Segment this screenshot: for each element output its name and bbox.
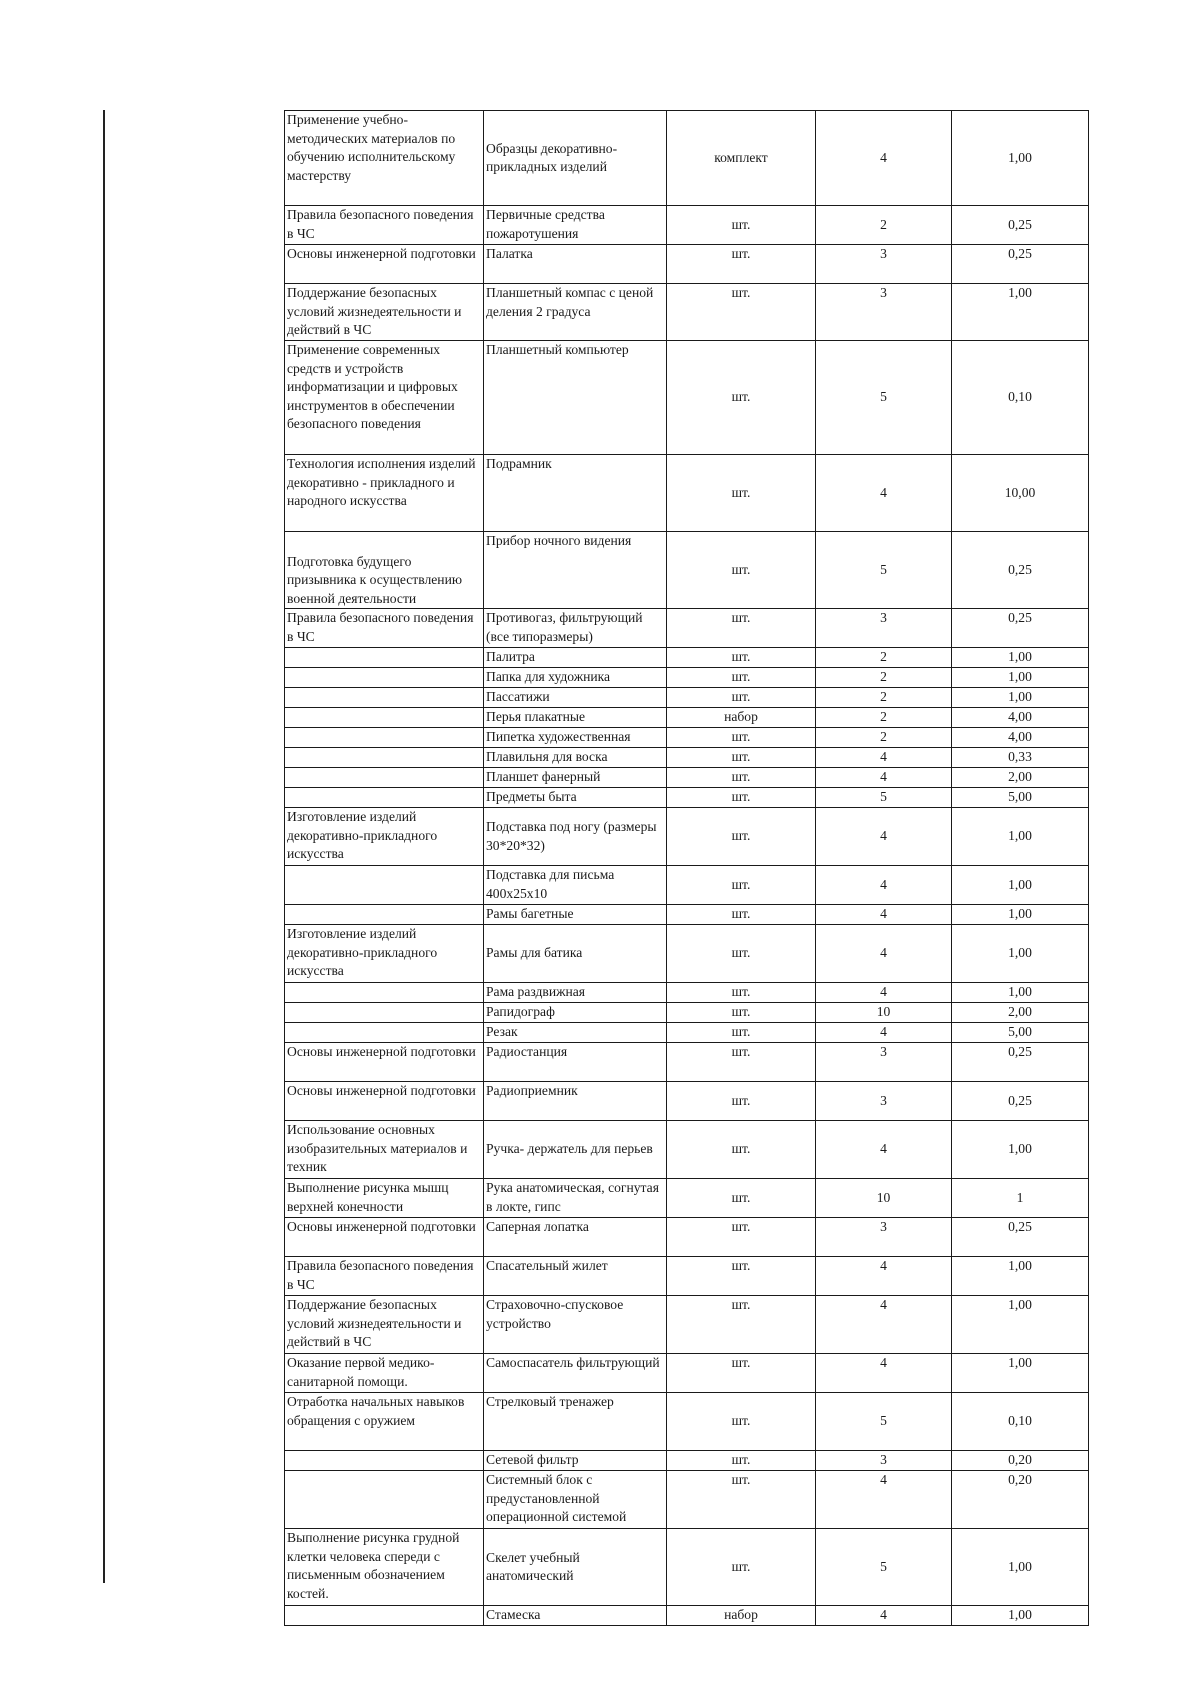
- cell-norm: 0,25: [952, 532, 1089, 609]
- cell-quantity: 4: [816, 983, 952, 1003]
- cell-norm: 5,00: [952, 788, 1089, 808]
- cell-unit: шт.: [667, 648, 816, 668]
- cell-topic: Основы инженерной подготовки: [285, 1043, 484, 1082]
- cell-item: Плавильня для воска: [484, 748, 667, 768]
- cell-unit: шт.: [667, 788, 816, 808]
- cell-unit: шт.: [667, 808, 816, 866]
- cell-norm: 4,00: [952, 708, 1089, 728]
- cell-quantity: 4: [816, 808, 952, 866]
- cell-norm: 0,10: [952, 341, 1089, 455]
- cell-unit: шт.: [667, 1218, 816, 1257]
- cell-topic: [285, 1471, 484, 1529]
- cell-unit: шт.: [667, 1296, 816, 1354]
- cell-topic: Изготовление изделий декоративно-прикладного искусства: [285, 925, 484, 983]
- cell-item: Пассатижи: [484, 688, 667, 708]
- cell-topic: Изготовление изделий декоративно-прикладного искусства: [285, 808, 484, 866]
- cell-quantity: 4: [816, 1023, 952, 1043]
- cell-topic: Основы инженерной подготовки: [285, 1218, 484, 1257]
- cell-topic: [285, 1451, 484, 1471]
- table-row: [285, 1179, 1089, 1218]
- table-row: [285, 1471, 1089, 1529]
- cell-item: Первичные средства пожаротушения: [484, 206, 667, 245]
- cell-norm: 0,33: [952, 748, 1089, 768]
- cell-item: Пипетка художественная: [484, 728, 667, 748]
- table-row: [285, 1003, 1089, 1023]
- cell-unit: шт.: [667, 206, 816, 245]
- cell-quantity: 4: [816, 748, 952, 768]
- table-row: [285, 648, 1089, 668]
- table-row: [285, 905, 1089, 925]
- cell-quantity: 4: [816, 1354, 952, 1393]
- cell-unit: шт.: [667, 1023, 816, 1043]
- table-row: [285, 111, 1089, 206]
- cell-quantity: 3: [816, 609, 952, 648]
- cell-norm: 0,25: [952, 206, 1089, 245]
- cell-unit: набор: [667, 1606, 816, 1626]
- cell-unit: шт.: [667, 1121, 816, 1179]
- cell-item: Перья плакатные: [484, 708, 667, 728]
- cell-item: Подставка под ногу (размеры 30*20*32): [484, 808, 667, 866]
- cell-unit: шт.: [667, 728, 816, 748]
- cell-unit: шт.: [667, 688, 816, 708]
- cell-norm: 1,00: [952, 925, 1089, 983]
- equipment-table: [284, 110, 1089, 1626]
- table-row: [285, 455, 1089, 532]
- cell-topic: [285, 905, 484, 925]
- cell-topic: [285, 748, 484, 768]
- cell-quantity: 5: [816, 1393, 952, 1451]
- cell-topic: [285, 768, 484, 788]
- cell-unit: шт.: [667, 284, 816, 341]
- cell-topic: Технология исполнения изделий декоративно - прикладного и народного искусства: [285, 455, 484, 532]
- cell-item: Радиоприемник: [484, 1082, 667, 1121]
- cell-unit: шт.: [667, 748, 816, 768]
- cell-item: Рама раздвижная: [484, 983, 667, 1003]
- cell-unit: шт.: [667, 532, 816, 609]
- cell-unit: шт.: [667, 668, 816, 688]
- cell-item: Рапидограф: [484, 1003, 667, 1023]
- cell-topic: [285, 983, 484, 1003]
- cell-quantity: 4: [816, 455, 952, 532]
- cell-unit: шт.: [667, 1451, 816, 1471]
- cell-topic: [285, 728, 484, 748]
- cell-norm: 0,20: [952, 1471, 1089, 1529]
- table-row: [285, 1082, 1089, 1121]
- cell-item: Противогаз, фильтрующий (все типоразмеры): [484, 609, 667, 648]
- cell-norm: 1,00: [952, 808, 1089, 866]
- cell-quantity: 3: [816, 284, 952, 341]
- cell-topic: Применение современных средств и устройств информатизации и цифровых инструментов в обеспечении безопасного поведения: [285, 341, 484, 455]
- cell-item: Рамы для батика: [484, 925, 667, 983]
- cell-item: Палатка: [484, 245, 667, 284]
- cell-topic: Подготовка будущего призывника к осуществлению военной деятельности: [285, 532, 484, 609]
- cell-topic: Отработка начальных навыков обращения с оружием: [285, 1393, 484, 1451]
- cell-quantity: 5: [816, 532, 952, 609]
- cell-unit: шт.: [667, 1043, 816, 1082]
- cell-topic: [285, 866, 484, 905]
- cell-unit: шт.: [667, 1393, 816, 1451]
- table-row: [285, 866, 1089, 905]
- cell-unit: шт.: [667, 609, 816, 648]
- table-row: [285, 206, 1089, 245]
- cell-topic: Выполнение рисунка грудной клетки человека спереди с письменным обозначением костей.: [285, 1529, 484, 1606]
- cell-norm: 5,00: [952, 1023, 1089, 1043]
- cell-unit: шт.: [667, 925, 816, 983]
- cell-topic: Выполнение рисунка мышц верхней конечности: [285, 1179, 484, 1218]
- cell-norm: 1,00: [952, 1296, 1089, 1354]
- cell-topic: Правила безопасного поведения в ЧС: [285, 206, 484, 245]
- cell-quantity: 4: [816, 768, 952, 788]
- cell-quantity: 3: [816, 245, 952, 284]
- table-row: [285, 1606, 1089, 1626]
- cell-topic: Поддержание безопасных условий жизнедеятельности и действий в ЧС: [285, 1296, 484, 1354]
- cell-norm: 1,00: [952, 1121, 1089, 1179]
- cell-quantity: 4: [816, 1606, 952, 1626]
- cell-item: Рука анатомическая, согнутая в локте, гипс: [484, 1179, 667, 1218]
- table-row: [285, 245, 1089, 284]
- table-row: [285, 1296, 1089, 1354]
- table-row: [285, 532, 1089, 609]
- cell-quantity: 5: [816, 1529, 952, 1606]
- cell-topic: [285, 1023, 484, 1043]
- table-row: [285, 1023, 1089, 1043]
- cell-item: Рамы багетные: [484, 905, 667, 925]
- cell-item: Радиостанция: [484, 1043, 667, 1082]
- cell-norm: 1,00: [952, 1257, 1089, 1296]
- table-row: [285, 748, 1089, 768]
- table-row: [285, 768, 1089, 788]
- cell-quantity: 2: [816, 206, 952, 245]
- cell-norm: 0,25: [952, 1218, 1089, 1257]
- table-row: [285, 1393, 1089, 1451]
- cell-item: Спасательный жилет: [484, 1257, 667, 1296]
- cell-quantity: 4: [816, 111, 952, 206]
- cell-norm: 1,00: [952, 866, 1089, 905]
- cell-unit: шт.: [667, 1354, 816, 1393]
- table-row: [285, 688, 1089, 708]
- table-row: [285, 788, 1089, 808]
- cell-item: Палитра: [484, 648, 667, 668]
- table-row: [285, 284, 1089, 341]
- cell-norm: 0,25: [952, 1082, 1089, 1121]
- table-row: [285, 1451, 1089, 1471]
- cell-topic: [285, 688, 484, 708]
- cell-norm: 1,00: [952, 1606, 1089, 1626]
- cell-norm: 1,00: [952, 284, 1089, 341]
- cell-unit: шт.: [667, 1179, 816, 1218]
- cell-unit: шт.: [667, 341, 816, 455]
- table-row: [285, 983, 1089, 1003]
- cell-topic: Поддержание безопасных условий жизнедеятельности и действий в ЧС: [285, 284, 484, 341]
- cell-quantity: 4: [816, 905, 952, 925]
- cell-quantity: 2: [816, 648, 952, 668]
- table-row: [285, 609, 1089, 648]
- cell-unit: шт.: [667, 866, 816, 905]
- cell-item: Образцы декоративно-прикладных изделий: [484, 111, 667, 206]
- cell-unit: шт.: [667, 983, 816, 1003]
- cell-item: Прибор ночного видения: [484, 532, 667, 609]
- cell-unit: шт.: [667, 1003, 816, 1023]
- cell-topic: Оказание первой медико-санитарной помощи.: [285, 1354, 484, 1393]
- cell-topic: [285, 668, 484, 688]
- cell-quantity: 3: [816, 1082, 952, 1121]
- cell-item: Ручка- держатель для перьев: [484, 1121, 667, 1179]
- cell-quantity: 10: [816, 1179, 952, 1218]
- cell-topic: [285, 1003, 484, 1023]
- cell-quantity: 2: [816, 688, 952, 708]
- cell-topic: [285, 708, 484, 728]
- cell-quantity: 2: [816, 708, 952, 728]
- cell-topic: Применение учебно-методических материалов по обучению исполнительскому мастерству: [285, 111, 484, 206]
- cell-item: Стрелковый тренажер: [484, 1393, 667, 1451]
- cell-topic: Основы инженерной подготовки: [285, 245, 484, 284]
- table-row: [285, 728, 1089, 748]
- cell-unit: шт.: [667, 245, 816, 284]
- cell-topic: [285, 1606, 484, 1626]
- cell-quantity: 4: [816, 1296, 952, 1354]
- cell-norm: 1,00: [952, 905, 1089, 925]
- cell-item: Планшет фанерный: [484, 768, 667, 788]
- cell-quantity: 3: [816, 1218, 952, 1257]
- table-row: [285, 1218, 1089, 1257]
- cell-unit: шт.: [667, 1082, 816, 1121]
- cell-norm: 1,00: [952, 1354, 1089, 1393]
- cell-quantity: 3: [816, 1043, 952, 1082]
- cell-norm: 0,25: [952, 1043, 1089, 1082]
- cell-quantity: 4: [816, 1257, 952, 1296]
- cell-norm: 1: [952, 1179, 1089, 1218]
- cell-quantity: 4: [816, 925, 952, 983]
- cell-topic: Основы инженерной подготовки: [285, 1082, 484, 1121]
- cell-norm: 1,00: [952, 668, 1089, 688]
- cell-unit: шт.: [667, 1257, 816, 1296]
- cell-quantity: 2: [816, 668, 952, 688]
- table-row: [285, 1257, 1089, 1296]
- cell-item: Подрамник: [484, 455, 667, 532]
- cell-norm: 1,00: [952, 648, 1089, 668]
- cell-topic: Использование основных изобразительных материалов и техник: [285, 1121, 484, 1179]
- cell-item: Папка для художника: [484, 668, 667, 688]
- cell-topic: [285, 788, 484, 808]
- table-row: [285, 668, 1089, 688]
- cell-norm: 0,25: [952, 609, 1089, 648]
- cell-item: Планшетный компас с ценой деления 2 градуса: [484, 284, 667, 341]
- cell-norm: 1,00: [952, 111, 1089, 206]
- table-row: [285, 341, 1089, 455]
- cell-norm: 0,25: [952, 245, 1089, 284]
- cell-topic: Правила безопасного поведения в ЧС: [285, 1257, 484, 1296]
- table-row: [285, 1043, 1089, 1082]
- cell-norm: 0,10: [952, 1393, 1089, 1451]
- table-row: [285, 808, 1089, 866]
- cell-item: Саперная лопатка: [484, 1218, 667, 1257]
- cell-norm: 2,00: [952, 768, 1089, 788]
- cell-item: Сетевой фильтр: [484, 1451, 667, 1471]
- cell-quantity: 4: [816, 866, 952, 905]
- cell-quantity: 3: [816, 1451, 952, 1471]
- cell-norm: 10,00: [952, 455, 1089, 532]
- cell-quantity: 4: [816, 1471, 952, 1529]
- cell-unit: комплект: [667, 111, 816, 206]
- cell-quantity: 2: [816, 728, 952, 748]
- table-body: [285, 111, 1089, 1626]
- cell-item: Скелет учебный анатомический: [484, 1529, 667, 1606]
- cell-norm: 0,20: [952, 1451, 1089, 1471]
- cell-unit: набор: [667, 708, 816, 728]
- table-row: [285, 1121, 1089, 1179]
- cell-item: Предметы быта: [484, 788, 667, 808]
- cell-unit: шт.: [667, 1529, 816, 1606]
- cell-quantity: 5: [816, 788, 952, 808]
- cell-norm: 1,00: [952, 688, 1089, 708]
- table-row: [285, 925, 1089, 983]
- cell-quantity: 10: [816, 1003, 952, 1023]
- cell-unit: шт.: [667, 455, 816, 532]
- cell-unit: шт.: [667, 905, 816, 925]
- cell-quantity: 4: [816, 1121, 952, 1179]
- cell-item: Самоспасатель фильтрующий: [484, 1354, 667, 1393]
- cell-item: Подставка для письма 400х25х10: [484, 866, 667, 905]
- cell-norm: 2,00: [952, 1003, 1089, 1023]
- cell-norm: 1,00: [952, 983, 1089, 1003]
- cell-quantity: 5: [816, 341, 952, 455]
- cell-norm: 4,00: [952, 728, 1089, 748]
- table-row: [285, 708, 1089, 728]
- cell-item: Планшетный компьютер: [484, 341, 667, 455]
- cell-unit: шт.: [667, 1471, 816, 1529]
- left-margin-line: [103, 110, 105, 1583]
- cell-item: Системный блок с предустановленной операционной системой: [484, 1471, 667, 1529]
- table-row: [285, 1529, 1089, 1606]
- cell-item: Резак: [484, 1023, 667, 1043]
- cell-norm: 1,00: [952, 1529, 1089, 1606]
- cell-topic: [285, 648, 484, 668]
- cell-unit: шт.: [667, 768, 816, 788]
- cell-topic: Правила безопасного поведения в ЧС: [285, 609, 484, 648]
- cell-item: Стамеска: [484, 1606, 667, 1626]
- cell-item: Страховочно-спусковое устройство: [484, 1296, 667, 1354]
- table-row: [285, 1354, 1089, 1393]
